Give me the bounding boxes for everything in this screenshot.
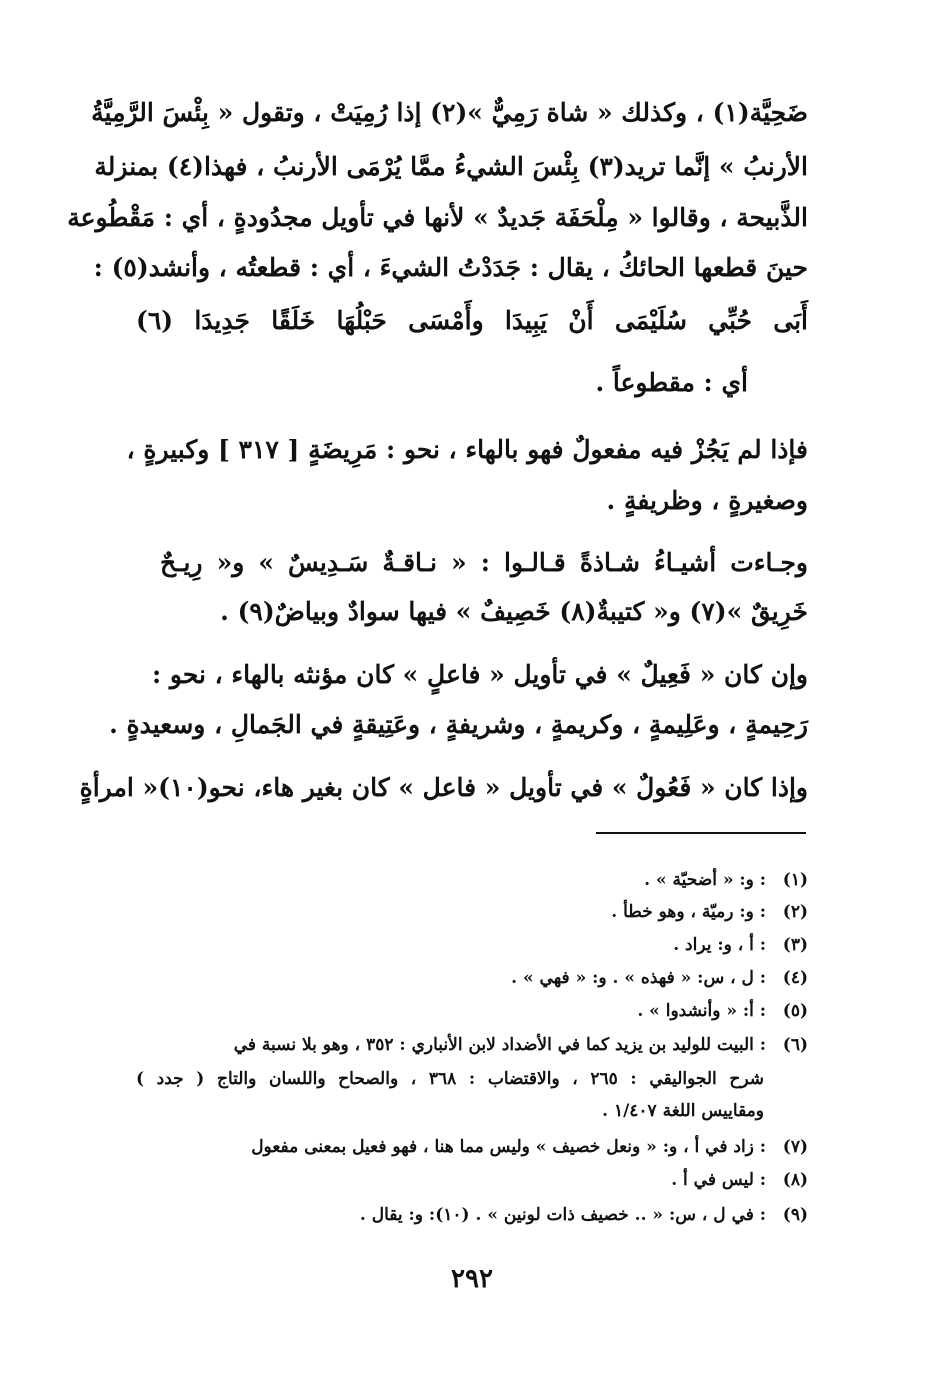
footnote-9-10: [136, 1207, 808, 1224]
footnote-text: : و: رميّة ، وهو خطأ .: [611, 902, 767, 922]
footnote-number: (٧): [782, 1137, 808, 1157]
body-line-4: حينَ قطعها الحائكُ ، يقال : جَدَدْتُ الشيءَ ، أي : قطعتُه ، وأنشد(٥) :: [93, 253, 808, 282]
footnote-4: [136, 970, 808, 987]
footnote-text: : ل ، س: « فهذه » . و: « فهي » .: [511, 968, 767, 988]
footnote-number: (٤): [782, 968, 808, 988]
footnote-text: : البيت للوليد بن يزيد كما في الأضداد لابن الأنباري : ٣٥٢ ، وهو بلا نسبة في: [233, 1035, 767, 1055]
footnote-2: [136, 904, 808, 921]
footnote-number: (٨): [782, 1170, 808, 1190]
body-line-3: الذَّبيحة ، وقالوا « مِلْحَفَة جَديدٌ » لأنها في تأويل مجدُودةٍ ، أي : مَقْطُوعة: [67, 203, 808, 232]
footnote-text: : ليس في أ .: [671, 1170, 767, 1190]
footnote-number: (٣): [782, 935, 808, 955]
footnote-6: [136, 1037, 808, 1054]
body-line-10: خَرِيقٌ »(٧) و« كتيبةٌ(٨) خَصِيفٌ » فيها سوادٌ وبياضٌ(٩) .: [220, 597, 808, 626]
body-line-6: أي : مقطوعاً .: [595, 368, 748, 397]
page-number: ٢٩٢: [451, 1264, 493, 1294]
body-line-13: وإذا كان « فَعُولٌ » في تأويل « فاعل » كان بغير هاء، نحو(١٠)« امرأةٍ: [79, 773, 808, 802]
footnote-separator: [596, 832, 806, 834]
footnote-text: : أ ، و: يراد .: [673, 935, 767, 955]
footnote-number: (٢): [782, 902, 808, 922]
body-line-7: فإذا لم يَجُزْ فيه مفعولٌ فهو بالهاء ، نحو : مَرِيضَةٍ [ ٣١٧ ] وكبيرةٍ ،: [126, 435, 808, 464]
footnote-number: (١): [782, 870, 808, 890]
footnote-7: [136, 1139, 808, 1156]
footnote-number: (٦): [782, 1035, 808, 1055]
footnote-text: : زاد في أ ، و: « ونعل خصيف » وليس مما هنا ، فهو فعيل بمعنى مفعول: [251, 1137, 767, 1157]
footnote-6-cont-2: ومقاييس اللغة ١/٤٠٧ .: [602, 1101, 764, 1121]
footnote-1: [136, 872, 808, 889]
footnote-number: (٩): [782, 1205, 808, 1225]
body-line-1: ضَحِيَّة(١) ، وكذلك « شاة رَمِيٌّ »(٢) إذا رُمِيَتْ ، وتقول « بِئْسَ الرَّمِيَّةُ: [91, 98, 808, 127]
verse-line: أَبَى حُبِّي سُلَيْمَى أَنْ يَبِيدَا وأَمْسَى حَبْلُهَا خَلَقًا جَدِيدَا (٦): [136, 306, 808, 335]
body-line-2: الأرنبُ » إنَّما تريد(٣) بِئْسَ الشيءُ ممَّا يُرْمَى الأرنبُ ، فهذا(٤) بمنزلة: [94, 152, 808, 181]
footnote-8: [136, 1172, 808, 1189]
footnote-5: [136, 1003, 808, 1020]
footnote-6-cont-1: شرح الجواليقي : ٢٦٥ ، والاقتضاب : ٣٦٨ ، والصحاح واللسان والتاج ( جدد ): [136, 1069, 765, 1089]
footnote-number: (٥): [782, 1001, 808, 1021]
body-line-12: رَحِيمةٍ ، وعَلِيمةٍ ، وكريمةٍ ، وشريفةٍ ، وعَتِيقةٍ في الجَمالِ ، وسعيدةٍ .: [109, 710, 808, 739]
body-line-9: وجـاءت أشيـاءُ شـاذةً قـالـوا : « نـاقـةٌ سَـدِيسٌ » و« رِيـحٌ: [160, 548, 808, 577]
body-line-8: وصغيرةٍ ، وظريفةٍ .: [606, 486, 808, 515]
footnote-3: [136, 937, 808, 954]
footnote-text: : و: « أضحيّة » .: [644, 870, 767, 890]
body-line-11: وإن كان « فَعِيلٌ » في تأويل « فاعلٍ » كان مؤنثه بالهاء ، نحو :: [151, 660, 808, 689]
footnote-text: : في ل ، س: « .. خصيف ذات لونين » . (١٠): و: يقال .: [359, 1205, 767, 1225]
footnote-text: : أ: « وأنشدوا » .: [637, 1001, 767, 1021]
